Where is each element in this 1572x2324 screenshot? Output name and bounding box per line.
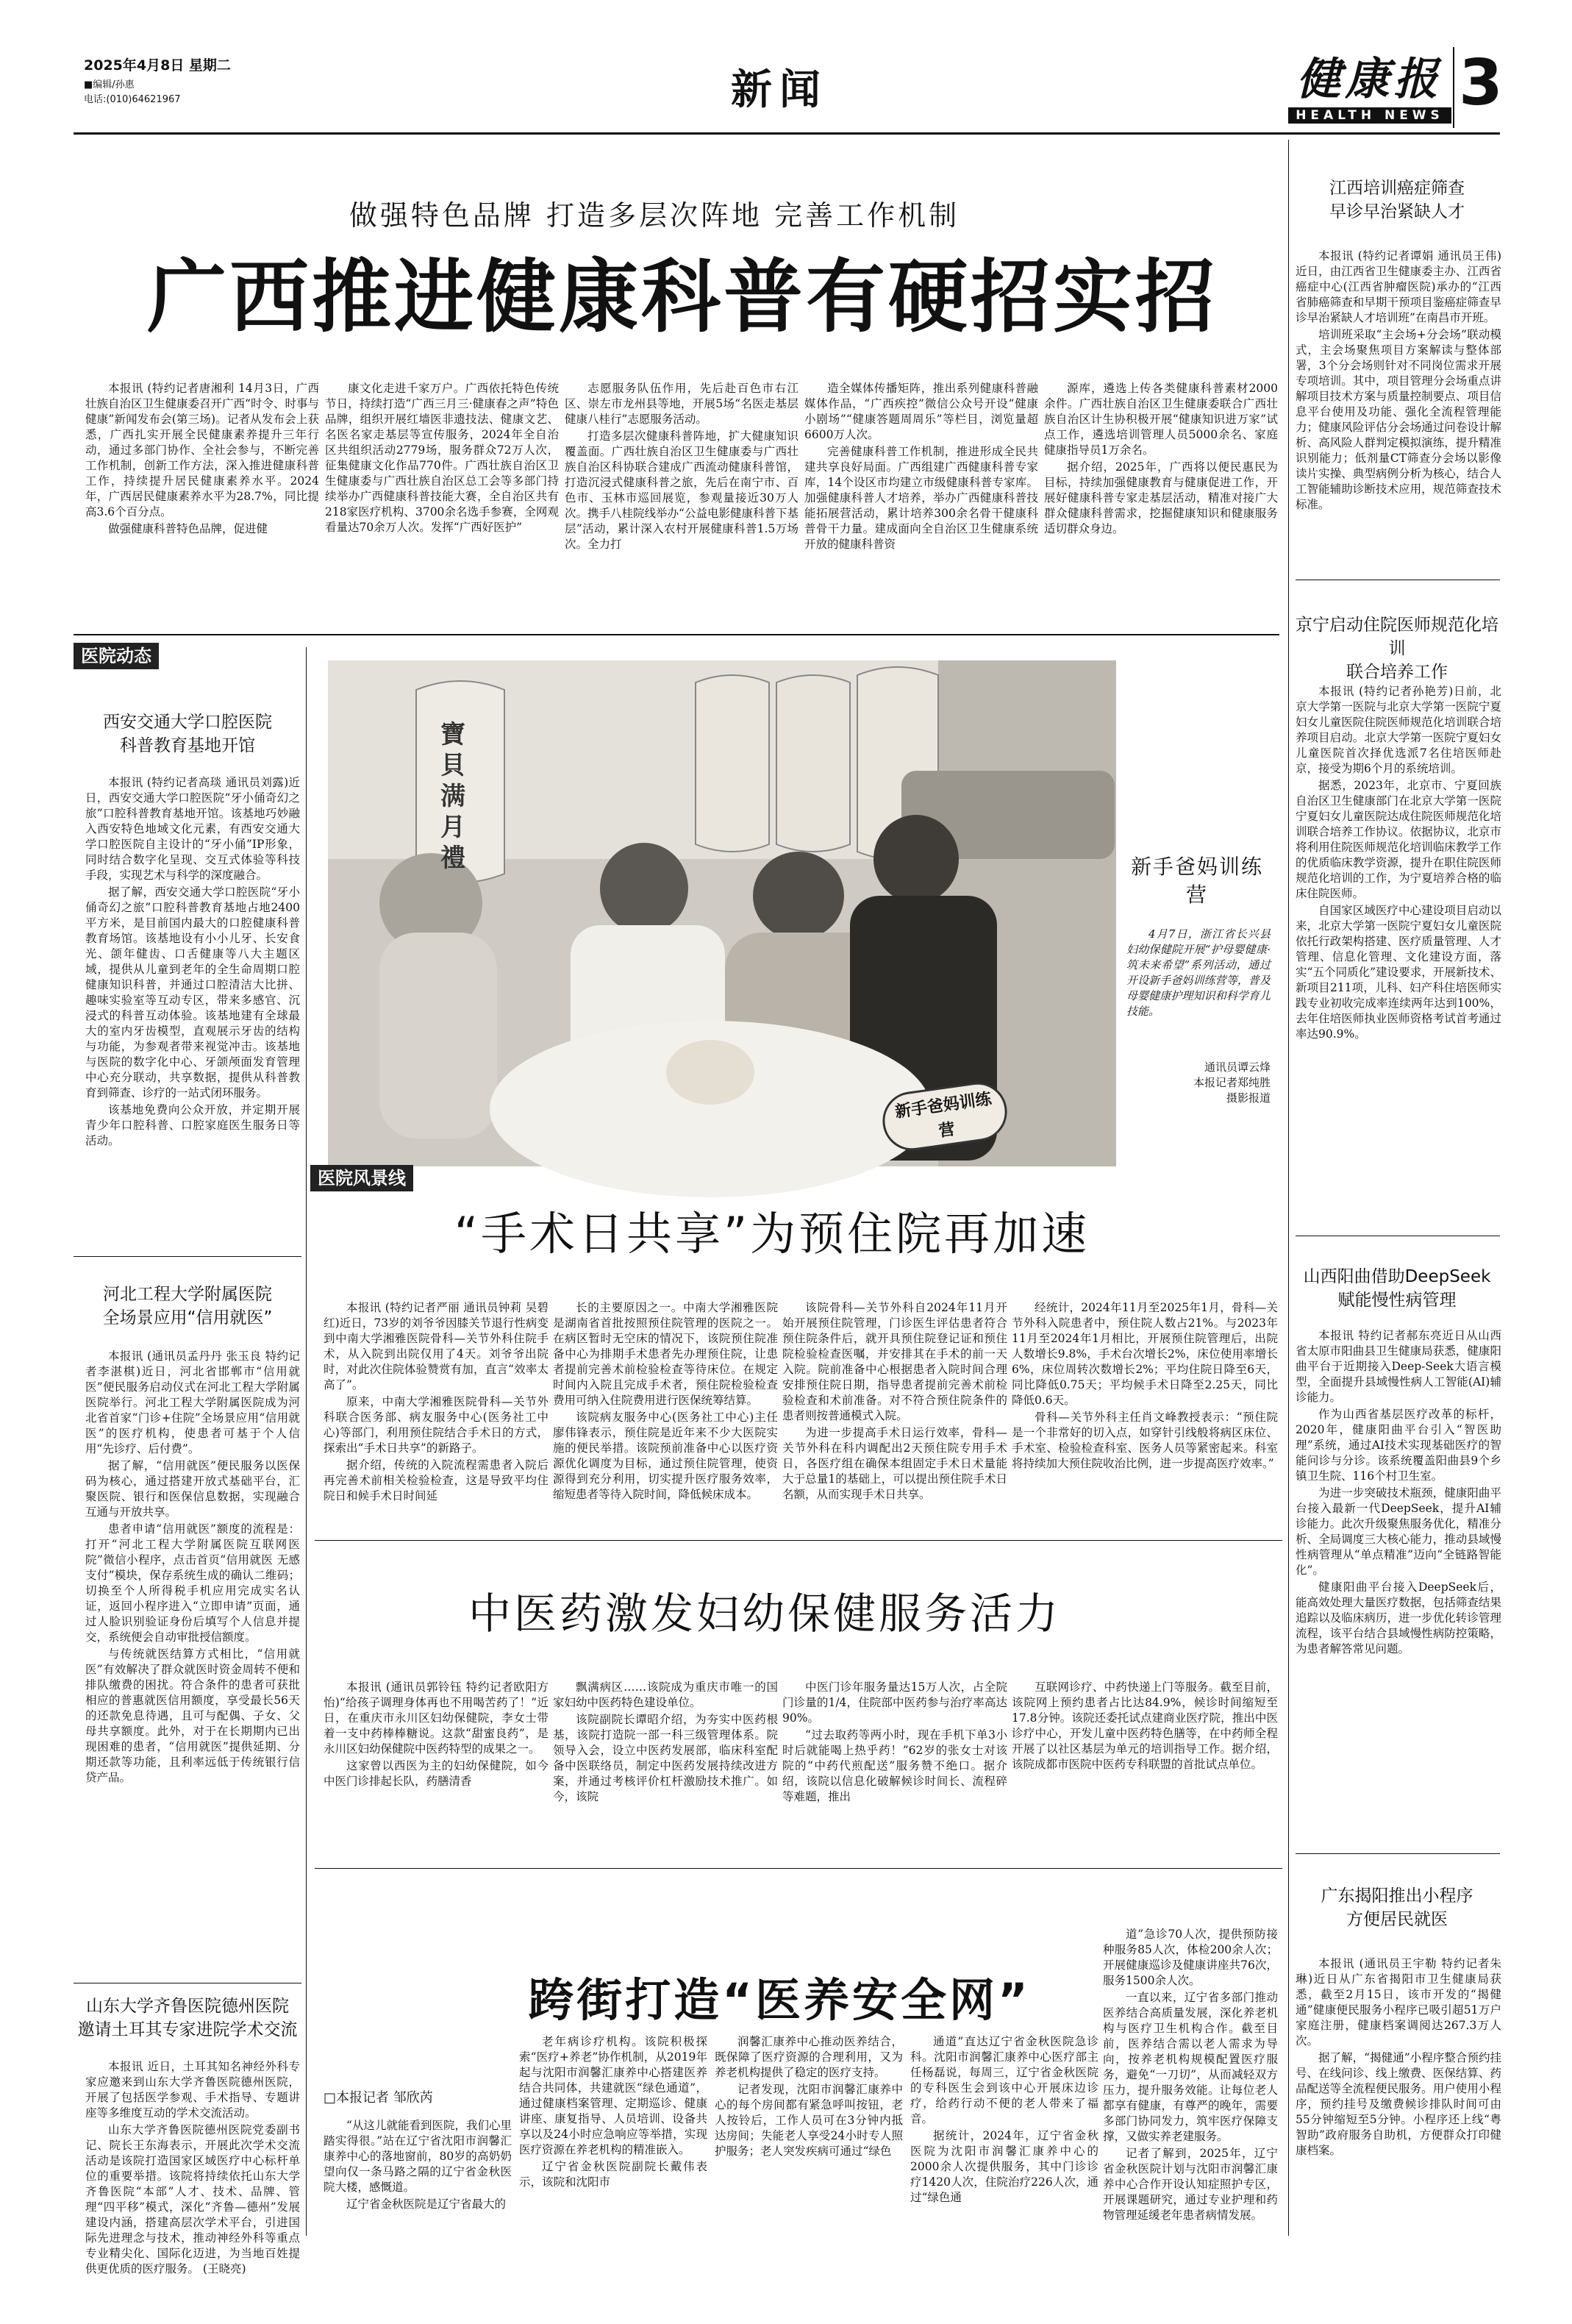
- jiangxi-title: 江西培训癌症筛查 早诊早治紧缺人才: [1329, 179, 1465, 221]
- paragraph: 该基地免费向公众开放，并定期开展青少年口腔科普、口腔家庭医生服务日等活动。: [85, 1103, 300, 1147]
- paragraph: 为进一步提高手术日运行效率，骨科—关节外科在科内调配出2天预住院专用手术日，各医疗组在确保本组固定手术日术量能大于总量1的基础上，可以提出预住院手术日名额，从而实现手术日共享。: [782, 1426, 1007, 1501]
- paragraph: 作为山西省基层医疗改革的标杆，2020年，健康阳曲平台引入“智医助理”系统，通过AI技术实现基础医疗的智能问诊与分诊。该系统覆盖阳曲县9个乡镇卫生院、116个村卫生室。: [1296, 1408, 1501, 1483]
- phone-line: 电话:(010)64621967: [84, 94, 181, 105]
- paragraph: 本报讯 (特约记者严丽 通讯员钟莉 吴碧红)近日，73岁的刘爷爷因膝关节退行性病变到中南大学湘雅医院骨科—关节外科住院手术，从入院到出院仅用了4天。刘爷爷出院时，对此次住院体验赞赏有加，直言“效率太高了”。: [324, 1301, 549, 1391]
- right-col-divider: [1288, 140, 1289, 2236]
- shandong-body: [85, 2059, 300, 2275]
- paragraph: 本报讯 近日，土耳其知名神经外科专家应邀来到山东大学齐鲁医院德州医院，开展了包括医学参观、手术指导、专题讲座等多维度互动的学术交流活动。: [85, 2060, 300, 2120]
- paragraph: 打造多层次健康科普阵地，扩大健康知识覆盖面。广西壮族自治区卫生健康委与广西壮族自治区科协联合建成广西流动健康科普馆，打造沉浸式健康科普之旅，先后在南宁市、百色市、玉林市巡回展览，参观量接近30万人次。携手八桂院线举办“公益电影健康科普下基层”活动，累计深入农村开展健康科普1.5万场次。全力打: [565, 429, 798, 551]
- brand-logo: 健康报: [1296, 54, 1443, 105]
- paragraph: 山东大学齐鲁医院德州医院党委副书记、院长王东海表示，开展此次学术交流活动是该院打造国家区域医疗中心标杆单位的重要举措。该院将持续依托山东大学齐鲁医院“本部”人才、技术、品牌、管理“四平移”模式，深化“齐鲁—德州”发展建设内涵，搭建高层次学术平台，引进国际先进理念与技术，推动神经外科等重点专业精尖化、国际化迈进，为当地百姓提供更优质的医疗服务。 (王晓亮): [85, 2123, 300, 2275]
- street-col-4: [910, 2034, 1098, 2243]
- photo-badge: 新手爸妈训练营: [879, 1079, 1010, 1155]
- street-headline: 跨街打造“医养安全网”: [528, 1973, 1031, 2027]
- paragraph: 该院骨科—关节外科自2024年11月开始开展预住院管理，门诊医生评估患者符合预住院条件后，就开具预住院登记证和预住院检验检查医嘱，并安排其在手术的前一天入院。院前准备中心根据患者入院时间合理安排预住院日期，指导患者提前完善术前检验检查和术前准备。对不符合预住院条件的患者则按普通模式入院。: [782, 1301, 1007, 1422]
- tcm-bottom-rule: [315, 1868, 1282, 1869]
- paragraph: 据介绍，传统的入院流程需患者入院后再完善术前相关检验检查，这是导致平均住院日和候手术日时间延: [324, 1458, 549, 1503]
- jiangxi-body: [1296, 249, 1501, 565]
- right-rule-3: [1296, 1853, 1500, 1854]
- lead-col-1: [85, 381, 319, 594]
- paragraph: 原来，中南大学湘雅医院骨科—关节外科联合医务部、病友服务中心(医务社工中心)等部门，利用预住院结合手术日的方式，探索出“手术日共享”的新路子。: [324, 1395, 549, 1455]
- paragraph: 据了解，“揭健通”小程序整合预约挂号、在线问诊、线上缴费、医保结算、药品配送等全流程便民服务。用户使用小程序，预约挂号及缴费候诊排队时间可由55分钟缩短至5分钟。小程序还上线“粤智助”政府服务自助机，方便群众打印健康档案。: [1296, 2051, 1501, 2157]
- photo-caption-title: 新手爸妈训练营: [1130, 855, 1263, 907]
- paragraph: 据介绍，2025年，广西将以便民惠民为目标，持续加强健康教育与健康促进工作，开展好健康科普专家走基层活动，精准对接广大群众健康科普需求，挖掘健康知识和健康服务适切群众身边。: [1044, 460, 1278, 535]
- hebei-title: 河北工程大学附属医院 全场景应用“信用就医”: [102, 1285, 273, 1327]
- paragraph: 一直以来，辽宁省多部门推动医养结合高质量发展，深化养老机构与医疗卫生机构合作。截至目前，医养结合需以老人需求为导向，按养老机构规模配置医疗服务，避免“一刀切”，从而减轻双方压力，提升服务效能。让每位老人都享有健康，有尊严的晚年，需要多部门协同发力，筑牢医疗保障支撑，又做实养老建服务。: [1103, 1991, 1278, 2143]
- left-rule-1: [74, 1256, 301, 1257]
- shandong-title: 山东大学齐鲁医院德州医院 邀请土耳其专家进院学术交流: [77, 1997, 298, 2039]
- paragraph: 记者发现，沈阳市润馨汇康养中心的每个房间都有紧急呼叫按钮，老人按铃后，工作人员可在3分钟内抵达房间；失能老人享受24小时专人照护服务；老人突发疾病可通过“绿色: [715, 2083, 903, 2158]
- surgery-bottom-rule: [315, 1540, 1282, 1541]
- paragraph: 道”急诊70人次，提供预防接种服务85人次，体检200余人次；开展健康巡诊及健康讲座共76次，服务1500余人次。: [1103, 1928, 1278, 1987]
- paragraph: 本报讯 (特约记者谭娟 通讯员王伟)近日，由江西省卫生健康委主办、江西省癌症中心(江西省肿瘤医院)承办的“江西省肺癌筛查和早期干预项目鉴癌症筛查早诊早治紧缺人才培训班”在南昌市开班。: [1296, 249, 1501, 324]
- street-col-1: [324, 2118, 512, 2243]
- news-photo: [328, 660, 1116, 1166]
- paragraph: 长的主要原因之一。中南大学湘雅医院是湖南省首批按照预住院管理的医院之一。在病区暂时无空床的情况下，该院预住院准备中心为排期手术患者先办理预住院，让患者提前完善术前检验检查等待床位。在规定时间内入院且完成手术者，预住院检验检查费用可纳入住院费用进行医保统筹结算。: [553, 1301, 778, 1407]
- lead-headline: 广西推进健康科普有硬招实招: [147, 252, 1218, 343]
- paragraph: 本报讯 特约记者郝东亮近日从山西省太原市阳曲县卫生健康局获悉，健康阳曲平台于近期接入Deep-Seek大语言模型，全面提升县域慢性病人工智能(AI)辅诊能力。: [1296, 1329, 1501, 1404]
- xian-title: 西安交通大学口腔医院 科普教育基地开馆: [103, 713, 272, 755]
- surgery-col-4: [1012, 1300, 1278, 1528]
- masthead-rule: [74, 132, 1500, 135]
- paragraph: 与传统就医结算方式相比，“信用就医”有效解决了群众就医时资金周转不便和排队缴费的困扰。符合条件的患者可获批相应的普惠就医信用额度，享受最长56天的还款免息待遇，且可与配偶、子女、父母共享额度。此外，对于在长期期内已出现困难的患者，“信用就医”提供延期、分期还款等功能，且利率远低于传统银行信贷产品。: [85, 1647, 300, 1784]
- photo-credit-3: 摄影报道: [1226, 1091, 1271, 1105]
- paragraph: 做强健康科普特色品牌，促进健: [108, 522, 268, 535]
- paragraph: “从这儿就能看到医院，我们心里踏实得很。”站在辽宁省沈阳市润馨汇康养中心的落地窗前，80岁的高奶奶望向仅一条马路之隔的辽宁省金秋医院大楼，感慨道。: [324, 2119, 512, 2194]
- paragraph: 骨科—关节外科主任肖文峰教授表示：“预住院是一个非常好的切入点，如穿针引线般将病区床位、手术室、检验检查科室、医务人员等紧密起来。科室将持续加大预住院收治比例，进一步提高医疗效率。”: [1012, 1411, 1278, 1470]
- photo-credit-2: 本报记者郑纯胜: [1193, 1076, 1271, 1089]
- lead-kicker: 做强特色品牌 打造多层次阵地 完善工作机制: [349, 199, 960, 232]
- surgery-col-2: [553, 1300, 778, 1528]
- tcm-col-3: [782, 1680, 1007, 1856]
- lead-col-3: [565, 381, 798, 594]
- paragraph: 据统计，2024年，辽宁省金秋医院为沈阳市润馨汇康养中心的2000余人次提供服务，其中门诊诊疗1420人次，住院治疗226人次，通过“绿色通: [910, 2129, 1098, 2204]
- surgery-col-3: [782, 1300, 1007, 1528]
- hospital-news-label: 医院动态: [74, 643, 159, 669]
- guangdong-title: 广东揭阳推出小程序 方便居民就医: [1321, 1886, 1473, 1929]
- paragraph: 老年病诊疗机构。该院积极探索“医疗+养老”协作机制，从2019年起与沈阳市润馨汇康养中心搭建医养结合共同体，共建就医“绿色通道”，通过健康档案管理、定期巡诊、健康讲座、康复指导、人员培训、设备共享以及24小时应急响应等举措，实现医疗资源在养老机构的精准嵌入。: [519, 2035, 707, 2156]
- paragraph: 经统计，2024年11月至2025年1月，骨科—关节外科入院患者中，预住院人数占21%。与2023年11月至2024年1月相比，开展预住院管理后，出院人数增长9.8%，手术台次增长2%，床位使用率增长6%，床位周转次数增长2%；平均住院日降至6天，同比降低0.75天；平均候手术日降至2.25天，同比降低0.6天。: [1012, 1301, 1278, 1407]
- street-col-3: [715, 2034, 903, 2243]
- paragraph: 本报讯 (通讯员郭铃钰 特约记者欧阳方怡)“给孩子调理身体再也不用喝苦药了！”近日，在重庆市永川区妇幼保健院，李女士带着一支中药棒棒糖说。这款“甜蜜良药”，是永川区妇幼保健院中医药特型的成果之一。: [324, 1680, 549, 1756]
- lead-col-4: [804, 381, 1038, 594]
- paragraph: 辽宁省金秋医院是辽宁省最大的: [346, 2198, 507, 2211]
- paragraph: 健康阳曲平台接入DeepSeek后，能高效处理大量医疗数据，包括筛查结果追踪以及临床病历，进一步优化转诊管理流程，该平台结合县域慢性病防控策略，为患者解答常见问题。: [1296, 1580, 1501, 1655]
- paragraph: 为进一步突破技术瓶颈，健康阳曲平台接入最新一代DeepSeek，提升AI辅诊能力。此次升级聚焦服务优化，精准分析、全局调度三大核心能力，推动县域慢性病管理从“单点精准”迈向“全链路智能化”。: [1296, 1486, 1501, 1577]
- masthead-divider: [1453, 47, 1454, 128]
- paragraph: 这家曾以西医为主的妇幼保健院，如今中医门诊排起长队，药膳清香: [324, 1759, 549, 1788]
- banner-baby-month: 寶貝满月禮: [440, 720, 465, 873]
- paragraph: 本报讯 (通讯员王宇勒 特约记者朱琳)近日从广东省揭阳市卫生健康局获悉，截至2月15日，该市开发的“揭健通”健康便民服务小程序已吸引超51万户家庭注册，健康档案调阅达267.3万人次。: [1296, 1957, 1501, 2047]
- section-name: 新闻: [731, 66, 828, 114]
- paragraph: 培训班采取“主会场+分会场”联动模式，主会场聚焦项目方案解读与整体部署，3个分会场则针对不同岗位需求开展专项培训。其中，项目管理分会场重点讲解项目技术方案与质量控制要点、项目信息平台使用及功能、强化全流程管理能力；健康风险评估分会场通过问卷设计解析、高风险人群判定模拟演练，提升精准识别能力；低剂量CT筛查分会场以影像读片实操、典型病例分析为核心，结合人工智能辅助诊断技术应用，规范筛查技术标准。: [1296, 328, 1501, 511]
- guangdong-body: [1296, 1956, 1501, 2236]
- paragraph: “过去取药等两小时，现在手机下单3小时后就能喝上热乎药！”62岁的张女士对该院的“中药代煎配送”服务赞不绝口。据介绍，该院以信息化破解候诊时间长、流程碎等难题，推出: [782, 1728, 1007, 1803]
- tcm-col-1: [324, 1680, 549, 1856]
- page-number: 3: [1459, 46, 1503, 120]
- brand-en: HEALTH NEWS: [1288, 107, 1451, 124]
- street-col-5: [1103, 1927, 1278, 2243]
- paragraph: 本报讯 (特约记者孙艳芳)日前，北京大学第一医院与北京大学第一医院宁夏妇女儿童医院住院医师规范化培训联合培养项目启动。北京大学第一医院宁夏妇女儿童医院首次择优选派7名住培医师赴京，接受为期6个月的系统培训。: [1296, 685, 1501, 775]
- paragraph: 本报讯 (特约记者高琰 通讯员刘露)近日，西安交通大学口腔医院“牙小俑奇幻之旅”口腔科普教育基地开馆。该基地巧妙融入西安特色地域文化元素，有西安交通大学口腔医院自主设计的“牙小俑”IP形象，同时结合数字化呈现、交互式体验等科技手段，实现艺术与科学的深度融合。: [85, 776, 300, 882]
- xian-body: [85, 775, 300, 1246]
- hebei-body: [85, 1349, 300, 1981]
- issue-date: 2025年4月8日 星期二: [84, 57, 231, 74]
- paragraph: 据悉，2023年，北京市、宁夏回族自治区卫生健康部门在北京大学第一医院宁夏妇女儿童医院达成住院医师规范化培训联合培养工作协议。依据协议，北京市将利用住院医师规范化培训临床教学工作的优质临床教学资源，提升在职住院医师规范化培训的工作，为宁夏培养合格的临床住院医师。: [1296, 779, 1501, 900]
- beijing-body: [1296, 684, 1501, 1213]
- street-col-2: [519, 2034, 707, 2243]
- tcm-col-2: [553, 1680, 778, 1856]
- surgery-col-1: [324, 1300, 549, 1528]
- lead-col-2: 康文化走进千家万户。广西依托特色传统节日，持续打造“广西三月三·健康春之声”特色品牌，组织开展红墙医非遗技法、健康文艺、名医名家走基层等宣传服务，2024年全自治区共组织活动2779场，服务群众72万人次，征集健康文化作品770件。广西壮族自治区卫生健康委与广西壮族自治区总工会等多部门持续举办广西健康科普技能大赛，全自治区共有218家医疗机构、3700余名选手参赛，全网观看量达70余万人次。发挥“广西好医护”: [325, 382, 559, 534]
- lead-bottom-rule: [74, 634, 1279, 635]
- left-col-divider: [306, 647, 307, 2236]
- paragraph: 患者申请“信用就医”额度的流程是：打开“河北工程大学附属医院互联网医院”微信小程序，点击首页“信用就医 无感支付”模块，保存系统生成的确认二维码；切换至个人所得税手机应用完成实名认证，返回小程序进入“立即申请”页面，通过人脸识别验证身份后填写个人信息并提交，系统便会自动审批授信额度。: [85, 1522, 300, 1644]
- paragraph: 辽宁省金秋医院副院长戴伟表示，该院和沈阳市: [519, 2160, 707, 2189]
- shanxi-body: [1296, 1328, 1501, 1828]
- paragraph: 通道”直达辽宁省金秋医院急诊科。沈阳市润馨汇康养中心医疗部主任杨磊说，每周三，辽宁省金秋医院的专科医生会到该中心开展床边诊疗，给药行动不便的老人带来了福音。: [910, 2035, 1098, 2125]
- paragraph: 记者了解到，2025年，辽宁省金秋医院计划与沈阳市润馨汇康养中心合作开设认知症照护专区，开展课题研究，通过专业护理和药物管理延缓老年患者病情发展。: [1103, 2147, 1278, 2222]
- paragraph: 自国家区域医疗中心建设项目启动以来，北京大学第一医院宁夏妇女儿童医院依托行政架构搭建、医疗质量管理、人才管理、信息化管理、文化建设方面，落实“五个同质化”建设要求，开展新技术、新项目211项，儿科、妇产科住培医师实践专业初收完成率连续两年达到100%，去年住培医师执业医师资格考试首考通过率达90.9%。: [1296, 904, 1501, 1041]
- paragraph: 完善健康科普工作机制，推进形成全民共建共享良好局面。广西组建广西健康科普专家库，14个设区市均建立市级健康科普专家库。加强健康科普人才培养，举办广西健康科普技能拓展营活动，累计培养300余名骨干健康科普骨干力量。建成面向全自治区卫生健康系统开放的健康科普资: [804, 445, 1038, 551]
- surgery-headline: “手术日共享”为预住院再加速: [454, 1207, 1090, 1261]
- paragraph: 据了解，西安交通大学口腔医院“牙小俑奇幻之旅”口腔科普教育基地占地2400平方米，是目前国内最大的口腔健康科普教育场馆。该基地设有小小儿牙、长安食光、颌年健齿、口舌健康等八大主题区域，提供从儿童到老年的全生命周期口腔健康知识科普，并通过口腔清洁大比拼、趣味实验室等互动专区，带来多感官、沉浸式的科普互动体验。该基地建有全球最大的室内牙齿模型，直观展示牙齿的结构与功能，为参观者带来视觉冲击。该基地与医院的数字化中心、牙颌颅面发育管理中心充分联动，共享数据，提供从科普教育到筛查、诊疗的一站式闭环服务。: [85, 885, 300, 1099]
- paragraph: 该院副院长谭昭介绍，为夯实中医药根基，该院打造院一部一科三级管理体系。院领导入会，设立中医药发展部，临床科室配备中医联络员，制定中医药发展持续改进方案，并通过考核评价杠杆激励技术推广。如今，该院: [553, 1713, 778, 1803]
- paragraph: 源库，遴选上传各类健康科普素材2000余件。广西壮族自治区卫生健康委联合广西壮族自治区计生协积极开展“健康知识进万家”试点工作，遴选培训管理人员5000余名、家庭健康指导员1万余名。: [1044, 382, 1278, 457]
- editor-line: ■编辑/孙惠: [84, 79, 135, 90]
- paragraph: 飘满病区……该院成为重庆市唯一的国家妇幼中医药特色建设单位。: [553, 1680, 778, 1709]
- shanxi-title: 山西阳曲借助DeepSeek 赋能慢性病管理: [1303, 1267, 1491, 1310]
- paragraph: 润馨汇康养中心推动医养结合，既保障了医疗资源的合理利用，又为养老机构提供了稳定的医疗支持。: [715, 2035, 903, 2079]
- paragraph: 该院病友服务中心(医务社工中心)主任廖伟锋表示，预住院是近年来不少大医院实施的便民举措。该院预前准备中心以医疗资源优化调度为目标，通过预住院管理，使资源得到充分利用，切实提升医疗服务效率，缩短患者等待入院时间，降低候床成本。: [553, 1411, 778, 1501]
- photo-credit-1: 通讯员谭云烽: [1204, 1061, 1271, 1074]
- paragraph: 本报讯 (通讯员孟丹丹 张玉良 特约记者李湛棋)近日，河北省邯郸市“信用就医”便民服务启动仪式在河北工程大学附属医院举行。河北工程大学附属医院成为河北省首家“门诊+住院”全场景应用“信用就医”的医疗机构，使患者可基于个人信用“先诊疗、后付费”。: [85, 1350, 300, 1455]
- photo-caption: 4月7日，浙江省长兴县妇幼保健院开展“护母婴健康·筑未来希望”系列活动，通过开设新手爸妈训练营等，普及母婴健康护理知识和科学育儿技能。: [1126, 927, 1271, 1018]
- tcm-col-4: 互联网诊疗、中药快递上门等服务。截至目前，该院网上预约患者占比达84.9%，候诊时间缩短至17.8分钟。该院还委托试点建商业医疗院，推出中医诊疗中心，开发儿童中医药特色膳等，在中药师全程开展了以社区基层为单元的培训指导工作。据介绍，该院成都市医院中医药专科联盟的首批试点单位。: [1012, 1680, 1278, 1771]
- paragraph: 据了解，“信用就医”便民服务以医保码为核心，通过搭建开放式基础平台，汇聚医院、银行和医保信息数据，实现融合互通与开放共享。: [85, 1459, 300, 1519]
- paragraph: 造全媒体传播矩阵，推出系列健康科普融媒体作品，“广西疾控”微信公众号开设“健康小剧场”“健康答题周周乐”等栏目，浏览量超6600万人次。: [804, 382, 1038, 441]
- paragraph: 志愿服务队伍作用，先后赴百色市右江区、崇左市龙州县等地，开展5场“名医走基层 健康八桂行”志愿服务活动。: [565, 382, 798, 426]
- street-byline: □本报记者 邹欣芮: [324, 2090, 433, 2106]
- lead-col-5: [1044, 381, 1278, 594]
- paragraph: 中医门诊年服务量达15万人次，占全院门诊量的1/4，住院部中医药参与治疗率高达90%。: [782, 1680, 1007, 1725]
- tcm-headline: 中医药激发妇幼保健服务活力: [468, 1589, 1061, 1639]
- hospital-scene-label: 医院风景线: [310, 1165, 413, 1191]
- paragraph: 本报讯 (特约记者唐湘利 14月3日，广西壮族自治区卫生健康委召开广西“时令、时事与健康”新闻发布会(第三场)。记者从发布会上获悉，广西扎实开展全民健康素养提升三年行动，通过多部门协作、全社会参与，不断完善工作机制，创新工作方法，深入推进健康科普工作，持续提升居民健康素养水平。2024年，广西居民健康素养水平为28.7%，同比提高3.6个百分点。: [85, 382, 319, 518]
- beijing-title: 京宁启动住院医师规范化培训 联合培养工作: [1296, 616, 1498, 682]
